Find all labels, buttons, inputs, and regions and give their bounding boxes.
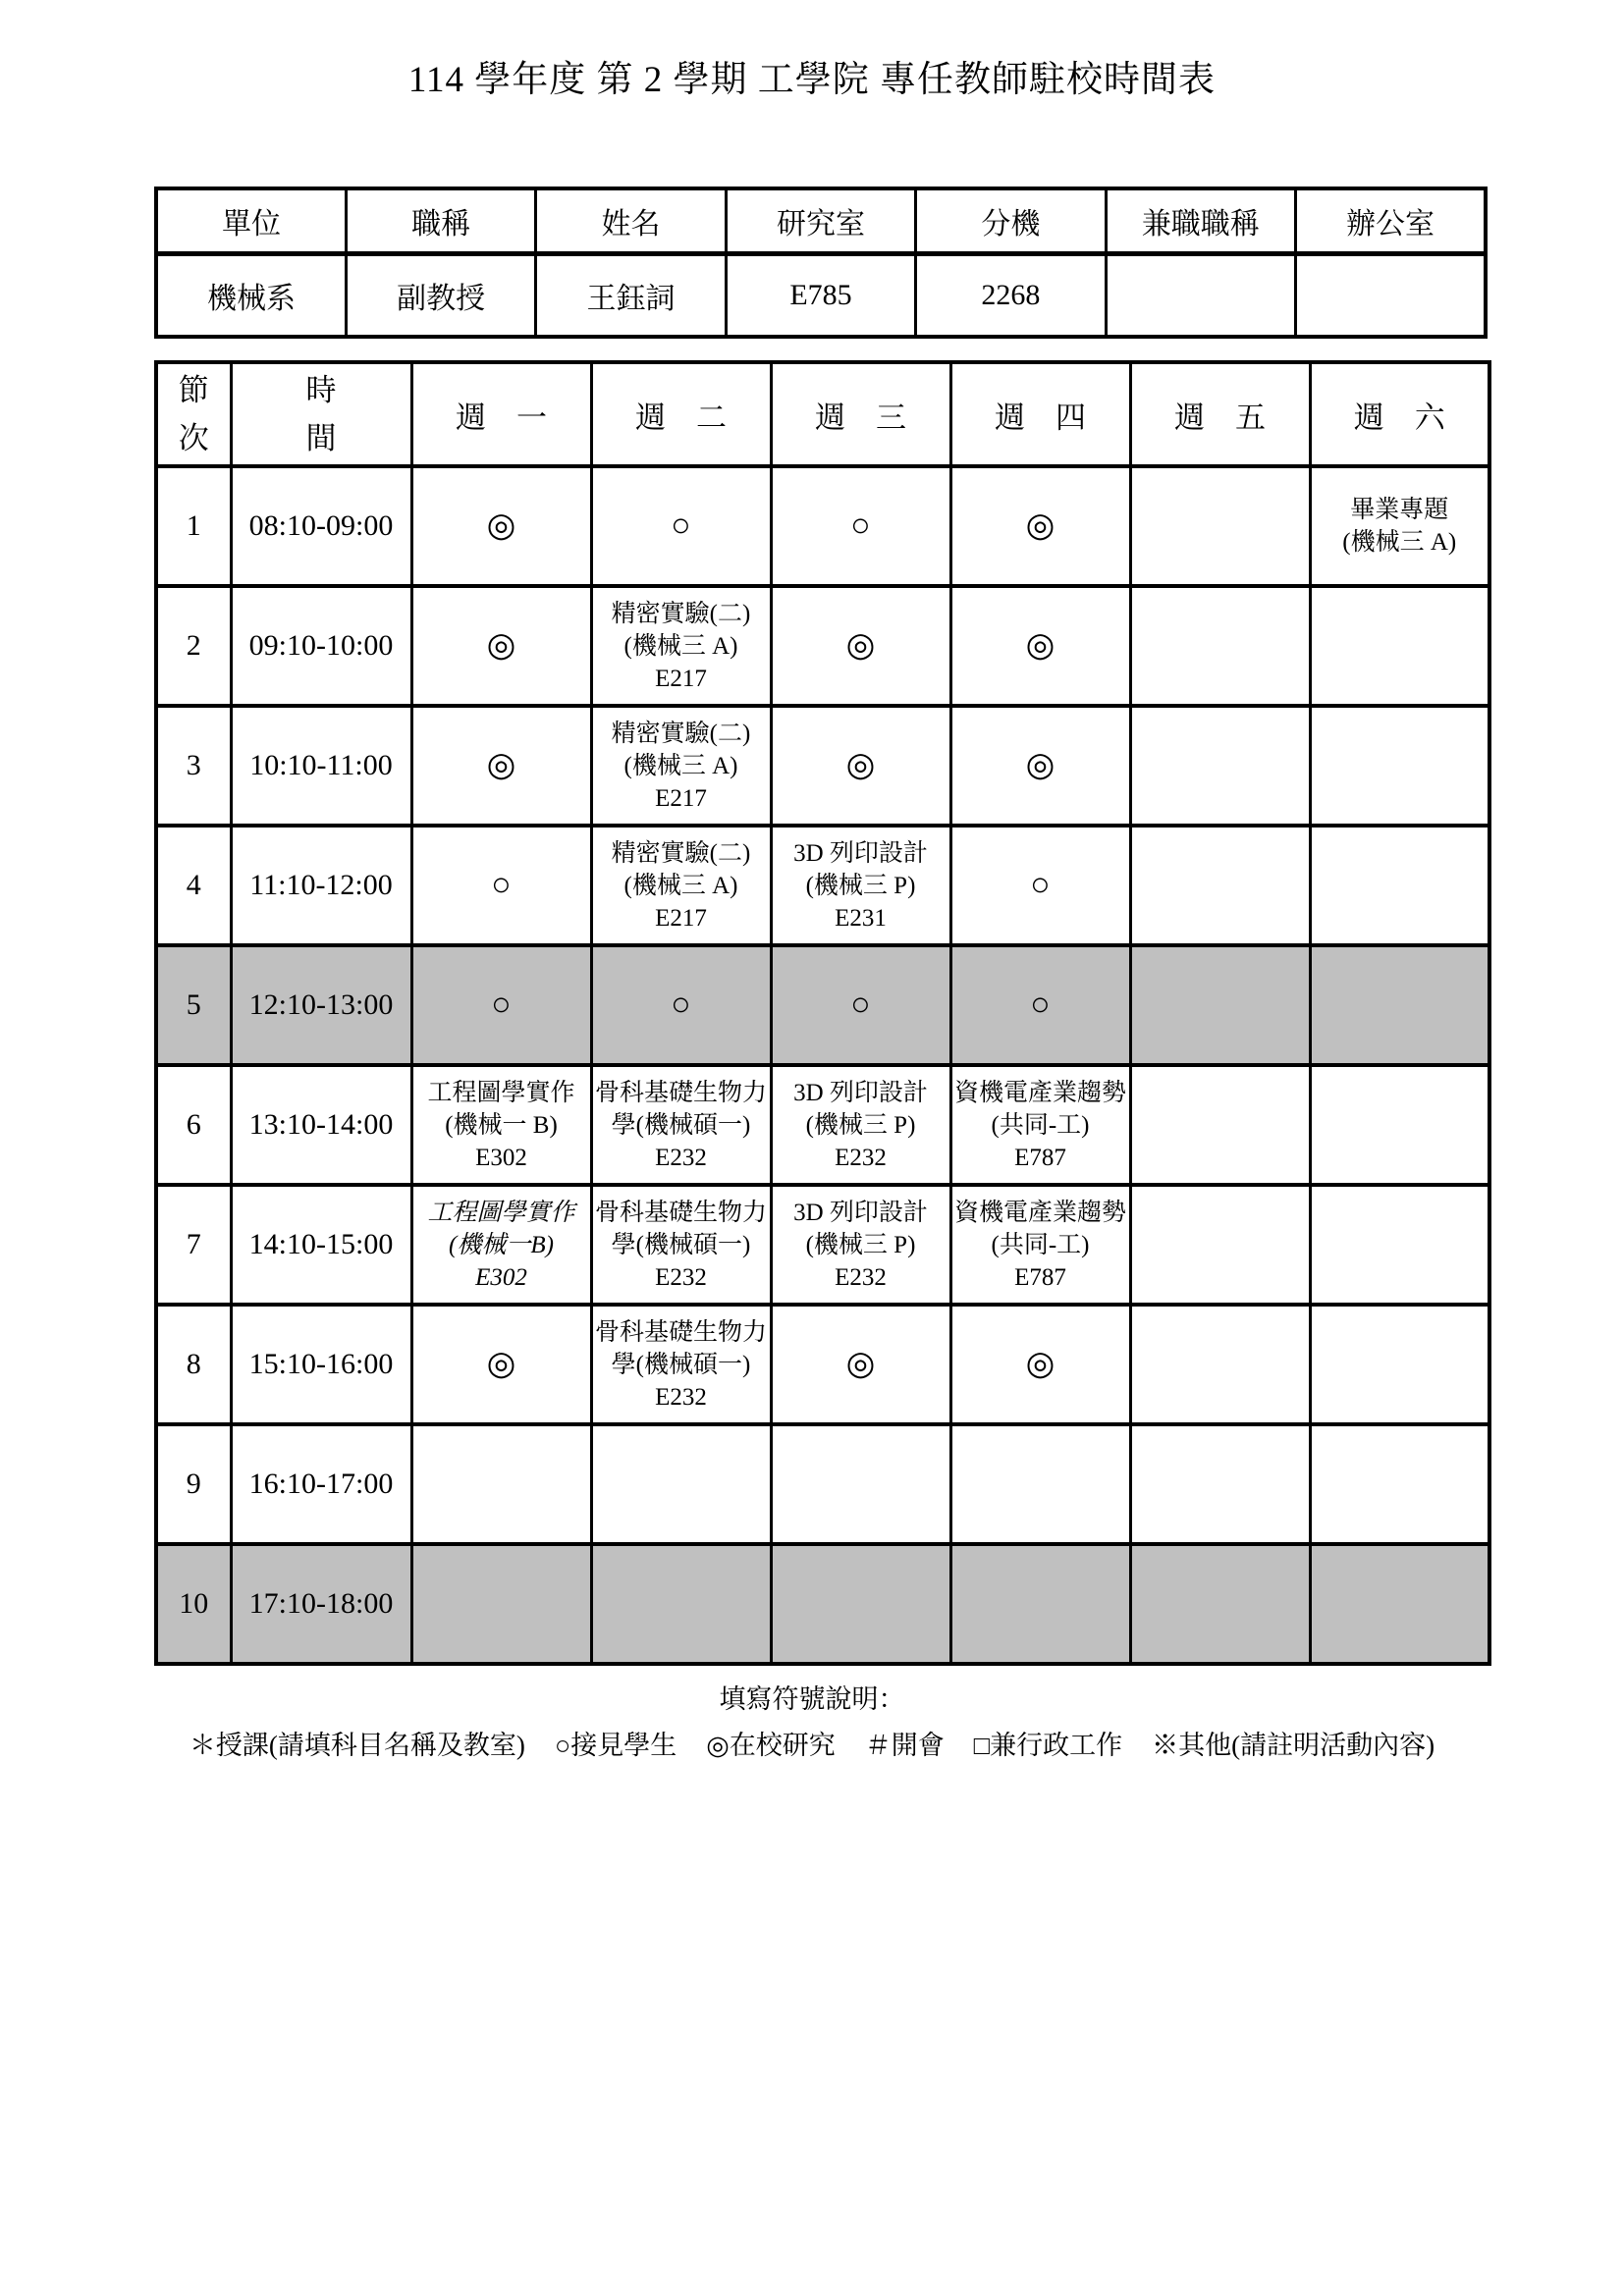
schedule-cell	[1310, 1065, 1489, 1185]
schedule-cell	[591, 1065, 771, 1185]
on-campus-research-symbol: ◎	[1025, 1346, 1056, 1382]
on-campus-research-symbol: ◎	[486, 627, 516, 664]
schedule-header-period	[156, 362, 231, 466]
schedule-cell	[771, 1305, 950, 1424]
period-cell: 10	[156, 1544, 231, 1664]
schedule-cell	[771, 1544, 950, 1664]
schedule-cell	[950, 945, 1130, 1065]
schedule-cell	[950, 586, 1130, 706]
cell-line: E232	[835, 1263, 887, 1291]
period-cell: 3	[156, 706, 231, 826]
cell-line: E302	[475, 1144, 527, 1171]
cell-line: 精密實驗(二)	[611, 839, 751, 867]
schedule-cell	[411, 1424, 591, 1544]
info-value-cell: 機械系	[156, 254, 346, 338]
schedule-cell	[771, 1185, 950, 1305]
cell-line: 3D 列印設計	[793, 1079, 928, 1106]
info-value-cell	[1106, 254, 1295, 338]
cell-line: E787	[1014, 1144, 1066, 1171]
period-cell: 1	[156, 466, 231, 586]
schedule-table	[154, 360, 1491, 1666]
schedule-cell	[591, 826, 771, 945]
period-cell: 8	[156, 1305, 231, 1424]
schedule-cell	[950, 706, 1130, 826]
schedule-cell	[1310, 1424, 1489, 1544]
on-campus-research-symbol: ◎	[1025, 507, 1056, 544]
schedule-header-row	[156, 362, 1489, 466]
schedule-header-day-4: 週 四	[950, 362, 1130, 466]
on-campus-research-symbol: ◎	[1025, 747, 1056, 783]
on-campus-research-symbol: ◎	[1025, 627, 1056, 664]
cell-line: E217	[655, 665, 707, 692]
schedule-cell	[1310, 466, 1489, 586]
period-cell: 9	[156, 1424, 231, 1544]
cell-line: 畢業專題	[1350, 497, 1449, 523]
on-campus-research-symbol: ◎	[845, 747, 876, 783]
schedule-row	[156, 466, 1489, 586]
schedule-row	[156, 706, 1489, 826]
cell-line: (機械一B)	[449, 1231, 554, 1258]
legend-item-3: ◎在校研究	[706, 1731, 836, 1760]
cell-line: 資機電產業趨勢	[953, 1079, 1126, 1106]
schedule-cell	[1130, 1185, 1310, 1305]
legend-item-1: ＊授課(請填科目名稱及教室)	[189, 1731, 525, 1760]
schedule-header-time	[231, 362, 411, 466]
schedule-cell	[1310, 1305, 1489, 1424]
time-cell: 10:10-11:00	[231, 706, 411, 826]
schedule-cell	[591, 945, 771, 1065]
info-header-row	[156, 188, 1486, 254]
time-cell: 14:10-15:00	[231, 1185, 411, 1305]
cell-line: E217	[655, 904, 707, 932]
schedule-cell	[591, 706, 771, 826]
cell-line: (機械三 A)	[623, 872, 738, 899]
header-line: 時	[305, 373, 337, 407]
cell-line: 資機電產業趨勢	[953, 1199, 1126, 1226]
schedule-header-day-1: 週 一	[411, 362, 591, 466]
cell-line: 學(機械碩一)	[611, 1351, 751, 1378]
schedule-cell	[1310, 1185, 1489, 1305]
on-campus-research-symbol: ◎	[486, 1346, 516, 1382]
schedule-row	[156, 826, 1489, 945]
header-line: 節	[178, 373, 209, 407]
schedule-cell	[411, 466, 591, 586]
on-campus-research-symbol: ◎	[845, 1346, 876, 1382]
schedule-cell	[591, 466, 771, 586]
schedule-cell	[1130, 466, 1310, 586]
schedule-header-day-2: 週 二	[591, 362, 771, 466]
header-line: 次	[178, 421, 209, 455]
cell-line: 3D 列印設計	[793, 1199, 928, 1226]
meet-students-symbol: ○	[671, 507, 691, 544]
legend-item-2: ○接見學生	[554, 1731, 677, 1760]
schedule-row	[156, 1185, 1489, 1305]
time-cell: 12:10-13:00	[231, 945, 411, 1065]
on-campus-research-symbol: ◎	[486, 747, 516, 783]
schedule-row-shaded	[156, 1544, 1489, 1664]
cell-line: (機械三 P)	[805, 1231, 916, 1258]
info-value-cell: 王鈺詞	[536, 254, 726, 338]
cell-line: E231	[835, 904, 887, 932]
header-line: 間	[305, 421, 337, 455]
on-campus-research-symbol: ◎	[486, 507, 516, 544]
cell-line: (機械三 P)	[805, 872, 916, 899]
cell-line: E232	[655, 1144, 707, 1171]
cell-line: 工程圖學實作	[427, 1199, 575, 1226]
legend-item-4: ＃開會	[864, 1731, 945, 1760]
cell-line: (共同-工)	[991, 1111, 1090, 1139]
meet-students-symbol: ○	[491, 987, 512, 1023]
schedule-cell	[411, 1185, 591, 1305]
page-title: 114 學年度 第 2 學期 工學院 專任教師駐校時間表	[407, 60, 1217, 100]
info-header-cell: 單位	[156, 188, 346, 254]
info-value-cell: 副教授	[346, 254, 535, 338]
cell-line: 學(機械碩一)	[611, 1231, 751, 1258]
schedule-cell	[950, 466, 1130, 586]
schedule-cell	[1130, 706, 1310, 826]
schedule-cell	[411, 945, 591, 1065]
cell-line: 3D 列印設計	[793, 839, 928, 867]
info-header-cell: 職稱	[346, 188, 535, 254]
schedule-row	[156, 1424, 1489, 1544]
period-cell: 5	[156, 945, 231, 1065]
schedule-cell	[950, 1065, 1130, 1185]
time-cell: 08:10-09:00	[231, 466, 411, 586]
cell-line: 骨科基礎生物力	[594, 1199, 767, 1226]
meet-students-symbol: ○	[850, 987, 871, 1023]
schedule-cell	[1130, 1544, 1310, 1664]
schedule-cell	[950, 1424, 1130, 1544]
info-header-cell: 辦公室	[1296, 188, 1486, 254]
schedule-row	[156, 1065, 1489, 1185]
schedule-cell	[950, 1305, 1130, 1424]
info-header-cell: 研究室	[726, 188, 915, 254]
meet-students-symbol: ○	[1030, 987, 1051, 1023]
schedule-cell	[591, 1424, 771, 1544]
info-header-cell: 兼職職稱	[1106, 188, 1295, 254]
schedule-cell	[591, 1185, 771, 1305]
schedule-cell	[411, 1065, 591, 1185]
cell-line: E302	[475, 1263, 527, 1291]
cell-line: E232	[655, 1383, 707, 1411]
schedule-cell	[771, 586, 950, 706]
period-cell: 7	[156, 1185, 231, 1305]
schedule-row-shaded	[156, 945, 1489, 1065]
info-header-cell: 姓名	[536, 188, 726, 254]
schedule-cell	[1130, 826, 1310, 945]
period-cell: 6	[156, 1065, 231, 1185]
cell-line: (機械三 P)	[805, 1111, 916, 1139]
schedule-cell	[1310, 826, 1489, 945]
cell-line: 精密實驗(二)	[611, 600, 751, 627]
schedule-cell	[1130, 1305, 1310, 1424]
cell-line: (共同-工)	[991, 1231, 1090, 1258]
cell-line: E232	[655, 1263, 707, 1291]
info-value-cell: E785	[726, 254, 915, 338]
schedule-cell	[771, 1424, 950, 1544]
schedule-cell	[1130, 1424, 1310, 1544]
period-cell: 4	[156, 826, 231, 945]
schedule-cell	[1130, 1065, 1310, 1185]
schedule-cell	[1310, 1544, 1489, 1664]
cell-line: 骨科基礎生物力	[594, 1079, 767, 1106]
schedule-cell	[771, 945, 950, 1065]
cell-line: 骨科基礎生物力	[594, 1318, 767, 1346]
cell-line: (機械三 A)	[623, 752, 738, 779]
cell-line: (機械一 B)	[445, 1111, 558, 1139]
legend-item-5: □兼行政工作	[973, 1731, 1123, 1760]
time-cell: 11:10-12:00	[231, 826, 411, 945]
on-campus-research-symbol: ◎	[845, 627, 876, 664]
cell-line: E232	[835, 1144, 887, 1171]
period-cell: 2	[156, 586, 231, 706]
legend-item-6: ※其他(請註明活動內容)	[1152, 1731, 1435, 1760]
meet-students-symbol: ○	[491, 867, 512, 903]
cell-line: (機械三 A)	[623, 632, 738, 660]
schedule-cell	[950, 1544, 1130, 1664]
cell-line: (機械三 A)	[1342, 529, 1457, 556]
schedule-cell	[411, 1305, 591, 1424]
schedule-cell	[950, 826, 1130, 945]
info-value-cell	[1296, 254, 1486, 338]
schedule-cell	[411, 826, 591, 945]
schedule-cell	[950, 1185, 1130, 1305]
schedule-cell	[591, 1544, 771, 1664]
legend-title: 填寫符號說明：	[719, 1684, 905, 1714]
faculty-info-table	[154, 187, 1488, 339]
cell-line: 精密實驗(二)	[611, 720, 751, 747]
schedule-header-day-3: 週 三	[771, 362, 950, 466]
schedule-cell	[771, 826, 950, 945]
cell-line: E787	[1014, 1263, 1066, 1291]
legend-line	[0, 1724, 1624, 1762]
info-value-row	[156, 254, 1486, 338]
cell-line: 學(機械碩一)	[611, 1111, 751, 1139]
schedule-cell	[1310, 706, 1489, 826]
schedule-cell	[1130, 945, 1310, 1065]
time-cell: 16:10-17:00	[231, 1424, 411, 1544]
schedule-cell	[1130, 586, 1310, 706]
schedule-cell	[771, 466, 950, 586]
info-value-cell: 2268	[916, 254, 1106, 338]
time-cell: 09:10-10:00	[231, 586, 411, 706]
schedule-cell	[411, 586, 591, 706]
cell-line: 工程圖學實作	[427, 1079, 575, 1106]
time-cell: 13:10-14:00	[231, 1065, 411, 1185]
meet-students-symbol: ○	[1030, 867, 1051, 903]
schedule-header-day-6: 週 六	[1310, 362, 1489, 466]
time-cell: 15:10-16:00	[231, 1305, 411, 1424]
schedule-cell	[771, 706, 950, 826]
meet-students-symbol: ○	[671, 987, 691, 1023]
schedule-header-day-5: 週 五	[1130, 362, 1310, 466]
cell-line: E217	[655, 784, 707, 812]
schedule-row	[156, 1305, 1489, 1424]
schedule-cell	[411, 1544, 591, 1664]
info-header-cell: 分機	[916, 188, 1106, 254]
schedule-cell	[1310, 586, 1489, 706]
time-cell: 17:10-18:00	[231, 1544, 411, 1664]
schedule-cell	[771, 1065, 950, 1185]
schedule-cell	[411, 706, 591, 826]
schedule-cell	[1310, 945, 1489, 1065]
schedule-row	[156, 586, 1489, 706]
schedule-cell	[591, 1305, 771, 1424]
schedule-cell	[591, 586, 771, 706]
meet-students-symbol: ○	[850, 507, 871, 544]
